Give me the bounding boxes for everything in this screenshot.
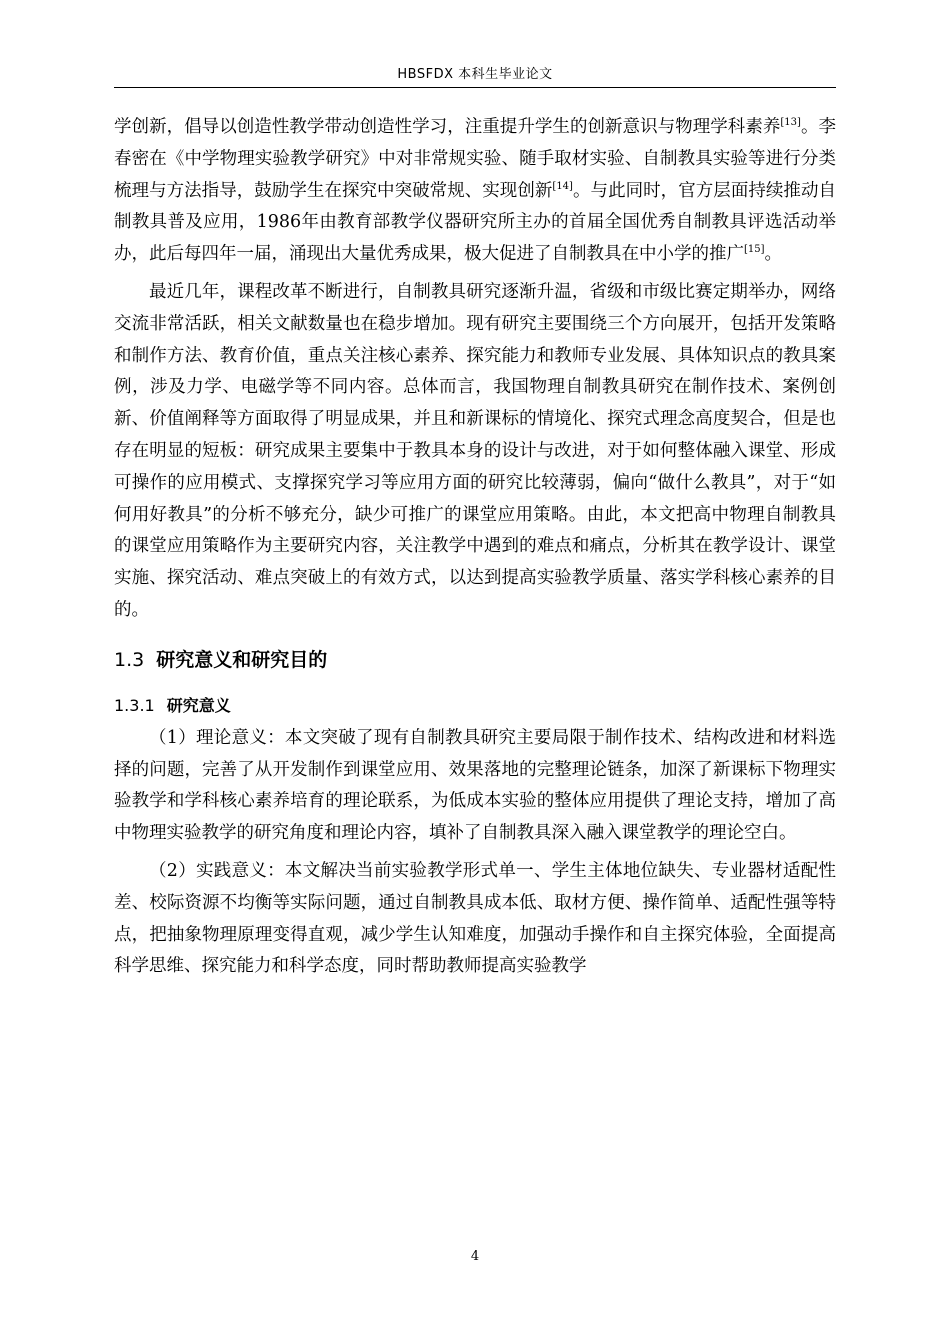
paragraph-text: 。	[764, 244, 783, 265]
page-number: 4	[470, 1249, 480, 1264]
subsection-heading	[114, 693, 836, 719]
paragraph-practical-significance: （2）实践意义：本文解决当前实验教学形式单一、学生主体地位缺失、专业器材适配性差、校际资源不均衡等实际问题，通过自制教具成本低、取材方便、操作简单、适配性强等特点，把抽象物理原理变得直观，减少学生认知难度，加强动手操作和自主探究体验，全面提高科学思维、探究能力和科学态度，同时帮助教师提高实验教学	[114, 860, 836, 977]
subsection-title: 研究意义	[166, 695, 231, 715]
citation-14: [14]	[552, 180, 573, 192]
section-title: 研究意义和研究目的	[156, 648, 328, 671]
paragraph-text: 学创新，倡导以创造性教学带动创造性学习，注重提升学生的创新意识与物理学科素养	[114, 117, 781, 137]
page-header: HBSFDX 本科生毕业论文	[397, 67, 553, 82]
paragraph-text: 。李春密在《中学物理实验教学研究》中对非常规实验、随手取材实验、自制教具实验等进行分类梳理与方法指导，鼓励学生在探究中突破常规、实现创新	[114, 117, 837, 201]
paragraph-theoretical-significance: （1）理论意义：本文突破了现有自制教具研究主要局限于制作技术、结构改进和材料选择的问题，完善了从开发制作到课堂应用、效果落地的完整理论链条，加深了新课标下物理实验教学和学科核心素养培育的理论联系，为低成本实验的整体应用提供了理论支持，增加了高中物理实验教学的研究角度和理论内容，填补了自制教具深入融入课堂教学的理论空白。	[114, 727, 836, 844]
paragraph-research-status: 最近几年，课程改革不断进行，自制教具研究逐渐升温，省级和市级比赛定期举办，网络交流非常活跃，相关文献数量也在稳步增加。现有研究主要围绕三个方向展开，包括开发策略和制作方法、教育价值，重点关注核心素养、探究能力和教师专业发展、具体知识点的教具案例，涉及力学、电磁学等不同内容。总体而言，我国物理自制教具研究在制作技术、案例创新、价值阐释等方面取得了明显成果，并且和新课标的情境化、探究式理念高度契合，但是也存在明显的短板：研究成果主要集中于教具本身的设计与改进，对于如何整体融入课堂、形成可操作的应用模式、支撑探究学习等应用方面的研究比较薄弱，偏向“做什么教具”，对于“如何用好教具”的分析不够充分，缺少可推广的课堂应用策略。由此，本文把高中物理自制教具的课堂应用策略作为主要研究内容，关注教学中遇到的难点和痛点，分析其在教学设计、课堂实施、探究活动、难点突破上的有效方式，以达到提高实验教学质量、落实学科核心素养的目的。	[114, 281, 836, 620]
subsection-number: 1.3.1	[114, 695, 155, 715]
section-number: 1.3	[114, 648, 145, 671]
header-rule	[114, 87, 836, 88]
page-body	[114, 112, 836, 983]
citation-15: [15]	[744, 244, 765, 256]
paragraph-continued	[114, 112, 836, 271]
paragraph-text: 。与此同时，官方层面持续推动自制教具普及应用，1986年由教育部教学仪器研究所主办的首届全国优秀自制教具评选活动举办，此后每四年一届，涌现出大量优秀成果，极大促进了自制教具在中小学的推广	[114, 180, 837, 265]
section-heading	[114, 645, 836, 675]
citation-13: [13]	[780, 117, 801, 128]
